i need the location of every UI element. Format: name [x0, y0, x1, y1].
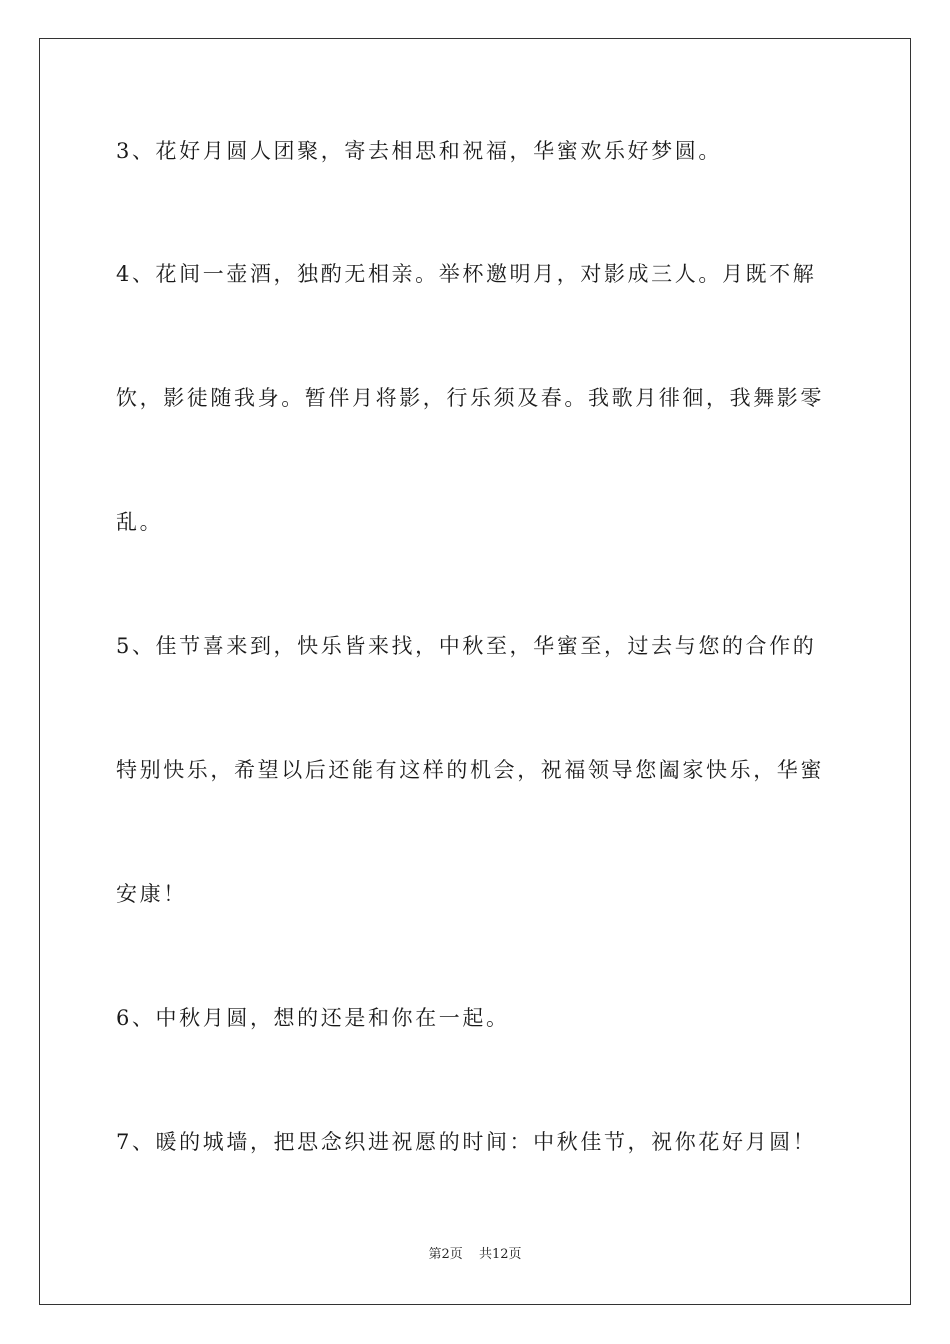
text-line-item-4-part-3: 乱。 — [116, 510, 164, 534]
text-line-item-4-part-1: 4、花间一壶酒，独酌无相亲。举杯邀明月，对影成三人。月既不解 — [116, 262, 817, 286]
page-border — [39, 38, 911, 1305]
page-number: 第2页 — [428, 1247, 463, 1262]
text-line-item-5-part-3: 安康！ — [116, 882, 187, 906]
text-line-item-5-part-1: 5、佳节喜来到，快乐皆来找，中秋至，华蜜至，过去与您的合作的 — [116, 634, 817, 658]
text-line-item-5-part-2: 特别快乐，希望以后还能有这样的机会，祝福领导您阖家快乐，华蜜 — [116, 758, 824, 782]
text-line-item-4-part-2: 饮，影徒随我身。暂伴月将影，行乐须及春。我歌月徘徊，我舞影零 — [116, 386, 824, 410]
text-line-item-6: 6、中秋月圆，想的还是和你在一起。 — [116, 1006, 510, 1030]
page-footer — [0, 1246, 950, 1264]
text-line-item-3: 3、花好月圆人团聚，寄去相思和祝福，华蜜欢乐好梦圆。 — [116, 139, 722, 163]
text-line-item-7: 7、暖的城墙，把思念织进祝愿的时间：中秋佳节，祝你花好月圆！ — [116, 1130, 817, 1154]
page-total: 共12页 — [478, 1247, 522, 1262]
